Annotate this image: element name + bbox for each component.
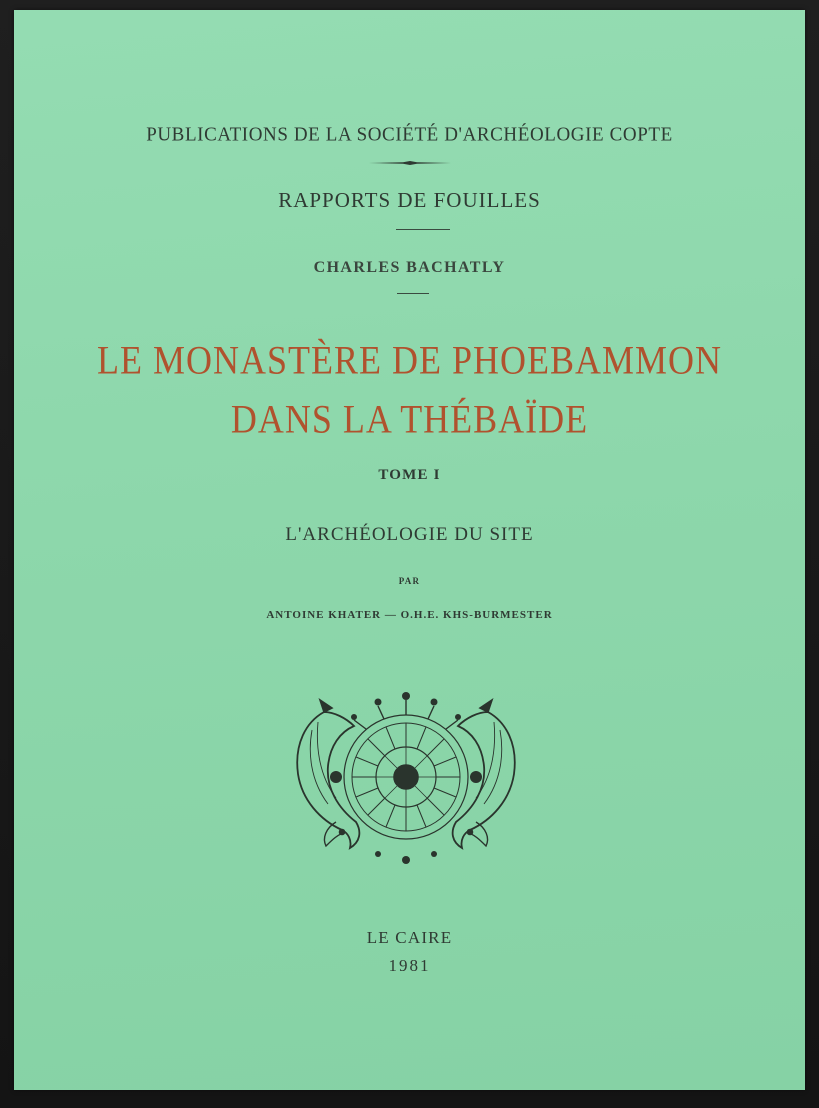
by-label: PAR: [398, 576, 421, 586]
editor-name: CHARLES BACHATLY: [313, 259, 506, 276]
series-title: PUBLICATIONS DE LA SOCIÉTÉ D'ARCHÉOLOGIE COPTE: [146, 123, 673, 146]
ornament-rule: [369, 161, 451, 165]
publication-year: 1981: [388, 956, 431, 975]
book-cover: [14, 10, 805, 1090]
divider-rule: [397, 293, 429, 294]
collection-title: RAPPORTS DE FOUILLES: [278, 188, 541, 212]
volume-label: TOME I: [378, 467, 441, 483]
divider-rule: [396, 229, 450, 230]
authors-line: ANTOINE KHATER — O.H.E. KHS-BURMESTER: [266, 609, 553, 621]
volume-subject: L'ARCHÉOLOGIE DU SITE: [285, 524, 534, 545]
main-title-line-1: LE MONASTÈRE DE PHOEBAMMON: [96, 337, 722, 383]
main-title-line-2: DANS LA THÉBAÏDE: [230, 396, 589, 442]
publication-place: LE CAIRE: [366, 928, 453, 947]
rosette-with-dolphins-icon: [276, 682, 536, 872]
